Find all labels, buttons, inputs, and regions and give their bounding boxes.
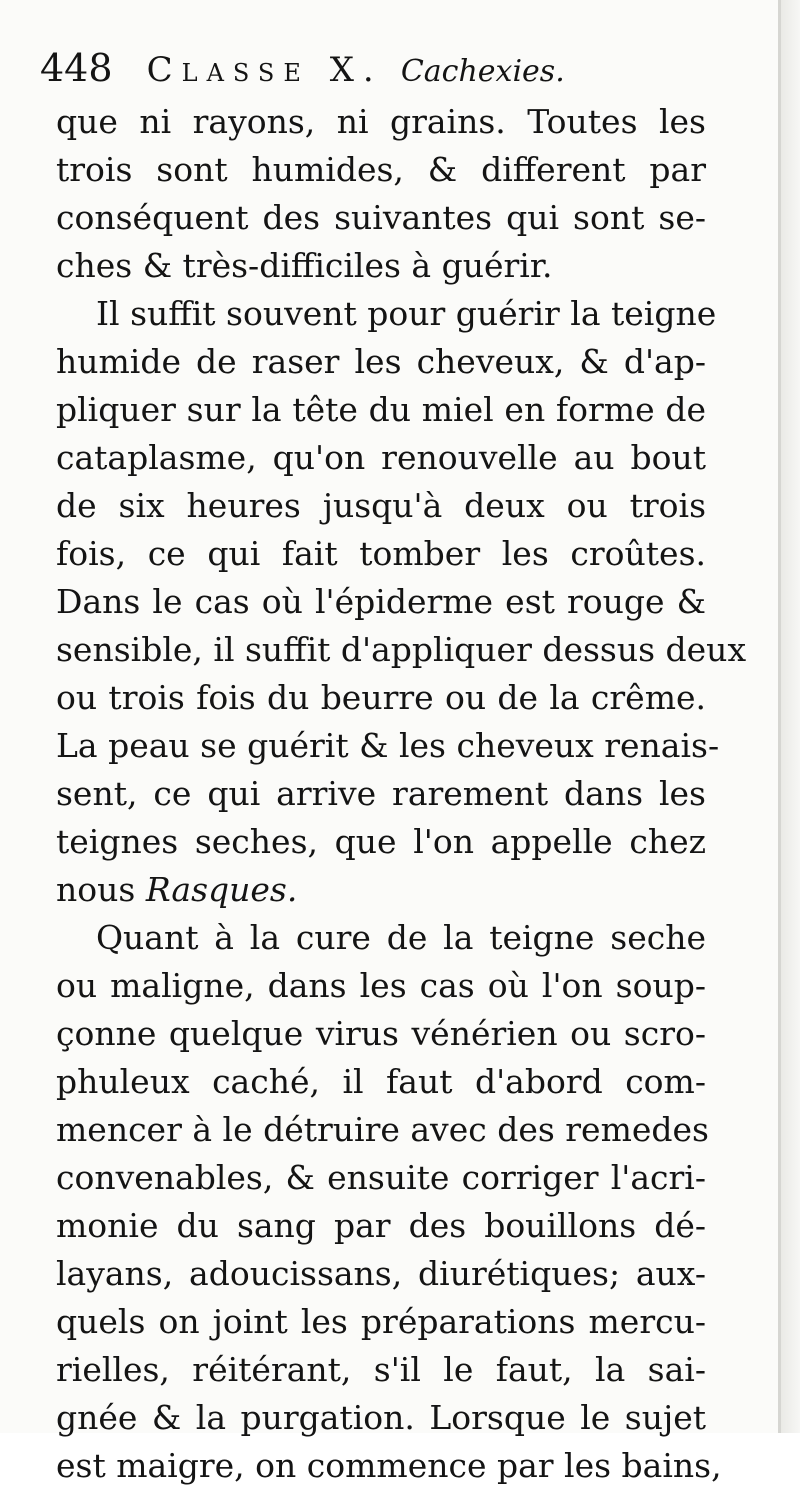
text-line <box>56 482 706 530</box>
text-line-content: çonne quelque virus vénérien ou scro- <box>56 1014 706 1053</box>
text-line-content: quels on joint les préparations mercu- <box>56 1302 706 1341</box>
text-line <box>56 1202 706 1250</box>
text-line <box>56 530 706 578</box>
text-line <box>56 434 706 482</box>
text-line-content: humide de raser les cheveux, & d'ap- <box>56 342 706 381</box>
text-line <box>56 770 706 818</box>
text-line <box>56 818 706 866</box>
text-line <box>56 1346 706 1394</box>
text-line <box>56 626 747 674</box>
text-line <box>56 722 720 770</box>
text-line <box>56 866 706 914</box>
text-line <box>56 1250 706 1298</box>
text-line-content: layans, adoucissans, diurétiques; aux- <box>56 1254 706 1293</box>
text-line <box>56 578 706 626</box>
text-line <box>56 1298 706 1346</box>
running-subhead: Cachexies. <box>400 54 565 89</box>
text-line <box>56 1010 706 1058</box>
body-text <box>56 98 747 1490</box>
text-line-content: ches & très-difficiles à guérir. <box>56 246 553 285</box>
text-line <box>56 146 706 194</box>
text-line <box>56 194 706 242</box>
page-number: 448 <box>40 46 113 90</box>
page-margin-edge <box>781 0 800 1433</box>
text-line <box>56 914 706 962</box>
text-line <box>56 1058 706 1106</box>
text-line-content: rielles, réitérant, s'il le faut, la sai- <box>56 1350 706 1389</box>
text-line-content: phuleux caché, il faut d'abord com- <box>56 1062 706 1101</box>
text-line <box>56 98 706 146</box>
running-head: Classe X. <box>146 50 383 90</box>
text-line <box>56 1154 706 1202</box>
text-line-content: est maigre, on commence par les bains, <box>56 1446 722 1485</box>
text-line <box>56 338 706 386</box>
text-line-content: monie du sang par des bouillons dé- <box>56 1206 706 1245</box>
text-line-content: Quant à la cure de la teigne seche <box>96 918 706 957</box>
text-line <box>56 962 706 1010</box>
text-line <box>56 242 706 290</box>
text-line-content: mencer à le détruire avec des remedes <box>56 1110 709 1149</box>
text-line-content: cataplasme, qu'on renouvelle au bout <box>56 438 706 477</box>
text-line-content: de six heures jusqu'à deux ou trois <box>56 486 706 525</box>
text-line-content: que ni rayons, ni grains. Toutes les <box>56 102 706 141</box>
text-line-content: Dans le cas où l'épiderme est rouge & <box>56 582 706 621</box>
text-line-content: ou maligne, dans les cas où l'on soup- <box>56 966 706 1005</box>
italic-term: Rasques. <box>145 870 298 909</box>
text-line-content: gnée & la purgation. Lorsque le sujet <box>56 1398 706 1437</box>
text-line-content: Il suffit souvent pour guérir la teigne <box>96 294 717 333</box>
text-line-content: sent, ce qui arrive rarement dans les <box>56 774 706 813</box>
text-line-content: fois, ce qui fait tomber les croûtes. <box>56 534 706 573</box>
text-line-content: trois sont humides, & different par <box>56 150 706 189</box>
page-header <box>40 40 740 96</box>
text-line-content: La peau se guérit & les cheveux renais- <box>56 726 720 765</box>
text-line-content: teignes seches, que l'on appelle chez <box>56 822 706 861</box>
text-line <box>56 1442 722 1490</box>
text-line <box>56 1106 709 1154</box>
text-line-content: conséquent des suivantes qui sont se- <box>56 198 706 237</box>
text-line-content: sensible, il suffit d'appliquer dessus deux <box>56 630 747 669</box>
text-line-content: convenables, & ensuite corriger l'acri- <box>56 1158 706 1197</box>
text-line <box>56 1394 706 1442</box>
text-line <box>56 386 706 434</box>
text-line <box>56 674 706 722</box>
text-line-content: ou trois fois du beurre ou de la crême. <box>56 678 706 717</box>
text-line-content: pliquer sur la tête du miel en forme de <box>56 390 706 429</box>
text-line <box>56 290 717 338</box>
text-line-content: nous <box>56 870 136 909</box>
